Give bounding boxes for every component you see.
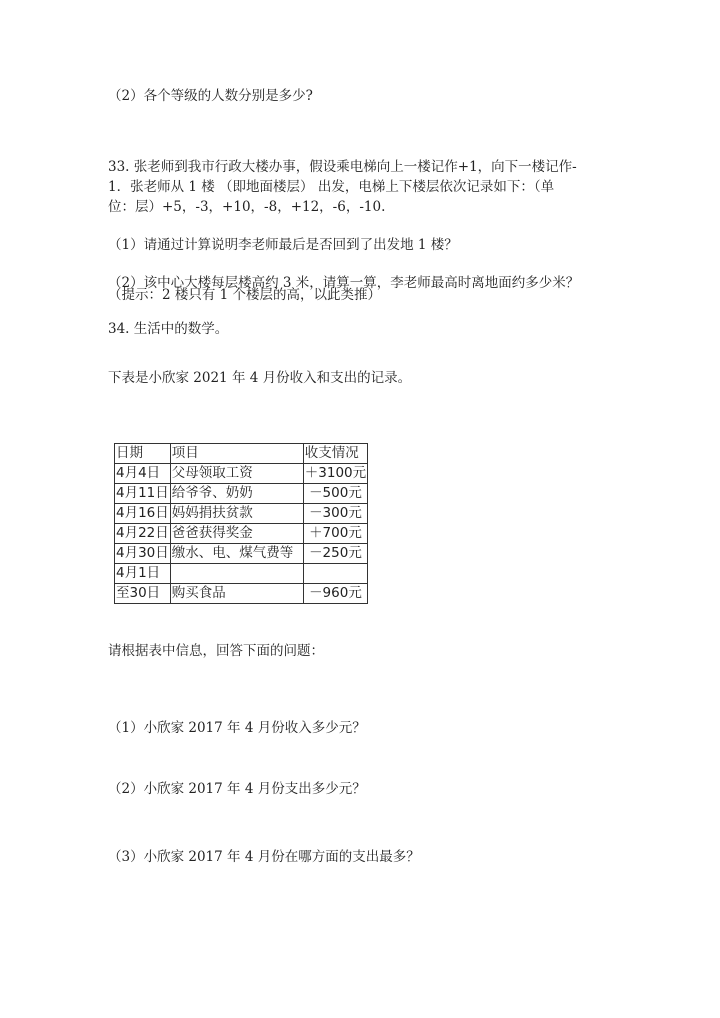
table-cell: －960元 bbox=[303, 584, 367, 604]
header-cell: 收支情况 bbox=[303, 444, 367, 464]
table-cell: 购买食品 bbox=[170, 584, 303, 604]
table-cell: ＋3100元 bbox=[303, 464, 367, 484]
table-cell: 4月30日 bbox=[115, 544, 171, 564]
question-33-hint: （提示：2 楼只有 1 个楼层的高，以此类推） bbox=[108, 287, 382, 303]
table-row bbox=[115, 584, 368, 604]
table-row bbox=[115, 484, 368, 504]
header-cell: 项目 bbox=[170, 444, 303, 464]
table-row bbox=[115, 544, 368, 564]
question-34-part2: （2）小欣家 2017 年 4 月份支出多少元？ bbox=[108, 781, 366, 797]
table-cell: 至30日 bbox=[115, 584, 171, 604]
instruction: 请根据表中信息，回答下面的问题： bbox=[108, 643, 324, 659]
table-cell: 4月16日 bbox=[115, 504, 171, 524]
question-33-line3: 位：层）+5，-3，+10，-8，+12，-6，-10. bbox=[108, 199, 386, 215]
table-cell: 给爷爷、奶奶 bbox=[170, 484, 303, 504]
question-34-part3: （3）小欣家 2017 年 4 月份在哪方面的支出最多？ bbox=[108, 849, 420, 865]
table-cell: 缴水、电、煤气费等 bbox=[170, 544, 303, 564]
table-row bbox=[115, 464, 368, 484]
table-cell bbox=[303, 564, 367, 584]
table-cell: 4月4日 bbox=[115, 464, 171, 484]
table-cell bbox=[170, 564, 303, 584]
question-34-title: 34. 生活中的数学。 bbox=[108, 321, 229, 337]
header-cell: 日期 bbox=[115, 444, 171, 464]
table-cell: ＋700元 bbox=[303, 524, 367, 544]
table-cell: 4月1日 bbox=[115, 564, 171, 584]
table-cell: 4月11日 bbox=[115, 484, 171, 504]
question-34-part1: （1）小欣家 2017 年 4 月份收入多少元？ bbox=[108, 720, 366, 736]
question-33-line1: 33. 张老师到我市行政大楼办事，假设乘电梯向上一楼记作+1，向下一楼记作- bbox=[108, 159, 577, 175]
income-expense-table bbox=[114, 443, 368, 604]
question-text: （2）各个等级的人数分别是多少? bbox=[108, 88, 313, 104]
table-intro: 下表是小欣家 2021 年 4 月份收入和支出的记录。 bbox=[108, 370, 412, 386]
question-33-part2: （2）该中心大楼每层楼高约 3 米，请算一算，李老师最高时离地面约多少米？ bbox=[108, 275, 580, 291]
question-33-line2: 1．张老师从 1 楼 （即地面楼层） 出发，电梯上下楼层依次记录如下：（单 bbox=[108, 179, 555, 195]
table-cell: －250元 bbox=[303, 544, 367, 564]
table-row bbox=[115, 524, 368, 544]
table-cell: 妈妈捐扶贫款 bbox=[170, 504, 303, 524]
table-cell: －500元 bbox=[303, 484, 367, 504]
table-cell: －300元 bbox=[303, 504, 367, 524]
table-row bbox=[115, 504, 368, 524]
table-row bbox=[115, 564, 368, 584]
table-cell: 爸爸获得奖金 bbox=[170, 524, 303, 544]
table-cell: 4月22日 bbox=[115, 524, 171, 544]
table-cell: 父母领取工资 bbox=[170, 464, 303, 484]
question-33-part1: （1）请通过计算说明李老师最后是否回到了出发地 1 楼？ bbox=[108, 237, 458, 253]
table-header-row bbox=[115, 444, 368, 464]
